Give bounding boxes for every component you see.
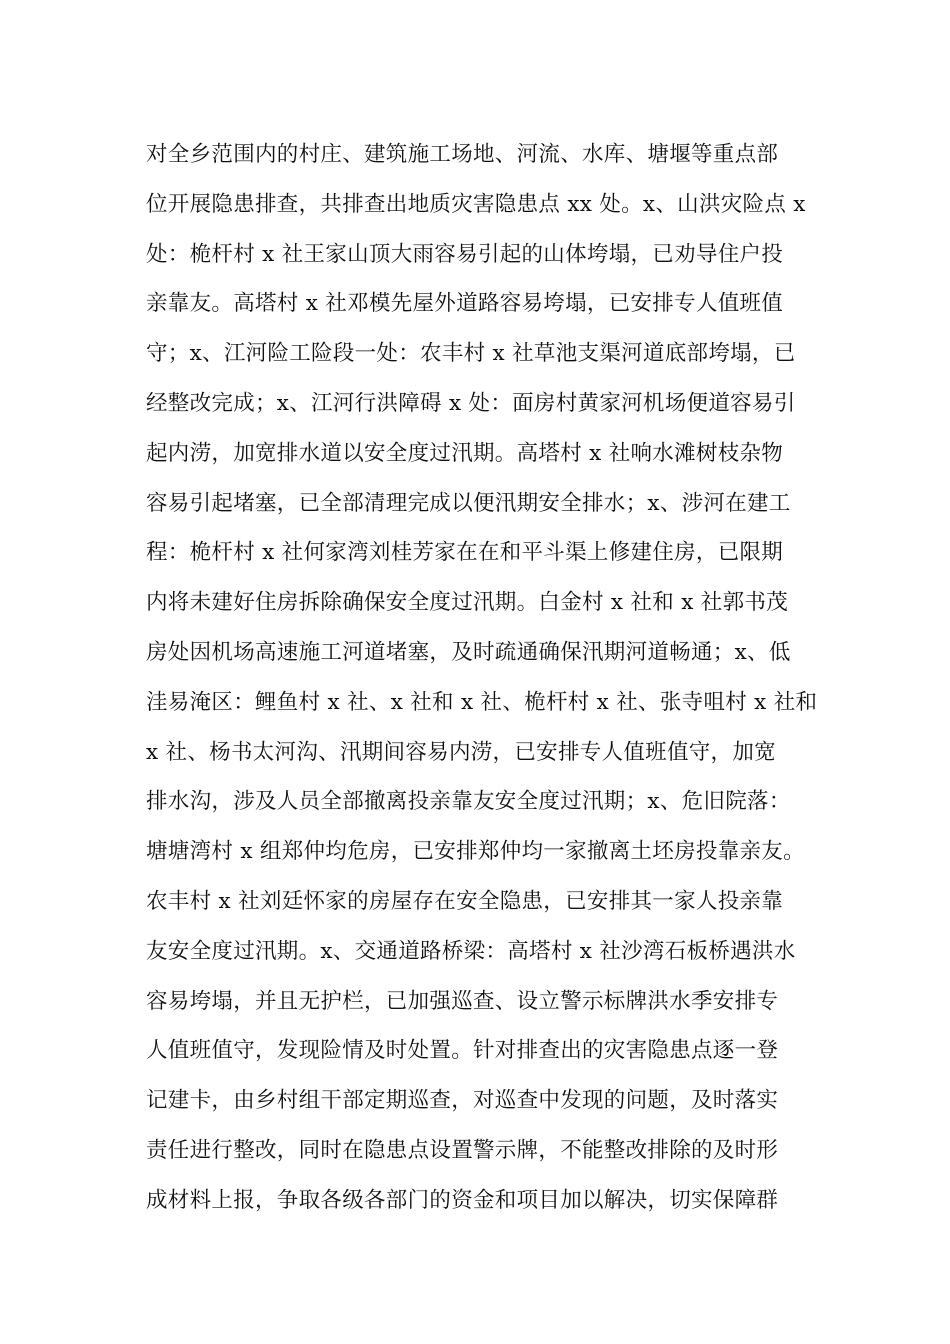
body-paragraph — [146, 130, 846, 1226]
text-line-13: x 社、杨书太河沟、汛期间容易内涝，已安排专人值班值守，加宽 — [146, 739, 776, 765]
text-line-17: 友安全度过汛期。x、交通道路桥梁：高塔村 x 社沙湾石板桥遇洪水 — [146, 938, 796, 964]
text-line-14: 排水沟，涉及人员全部撤离投亲靠友安全度过汛期；x、危旧院落： — [146, 789, 791, 815]
text-line-2: 位开展隐患排查，共排查出地质灾害隐患点 xx 处。x、山洪灾险点 x — [146, 191, 806, 217]
text-line-8: 容易引起堵塞，已全部清理完成以便汛期安全排水；x、涉河在建工 — [146, 490, 791, 516]
text-line-7: 起内涝，加宽排水道以安全度过汛期。高塔村 x 社响水滩树枝杂物 — [146, 440, 784, 466]
text-line-3: 处：桅杆村 x 社王家山顶大雨容易引起的山体垮塌，已劝导住户投 — [146, 241, 784, 267]
text-line-10: 内将未建好住房拆除确保安全度过汛期。白金村 x 社和 x 社郭书茂 — [146, 590, 788, 616]
text-line-22: 成材料上报，争取各级各部门的资金和项目加以解决，切实保障群 — [146, 1187, 779, 1213]
text-line-18: 容易垮塌，并且无护栏，已加强巡查、设立警示标牌洪水季安排专 — [146, 988, 779, 1014]
text-line-16: 农丰村 x 社刘廷怀家的房屋存在安全隐患，已安排其一家人投亲靠 — [146, 888, 784, 914]
text-line-5: 守；x、江河险工险段一处：农丰村 x 社草池支渠河道底部垮塌，已 — [146, 341, 796, 367]
text-line-21: 责任进行整改，同时在隐患点设置警示牌，不能整改排除的及时形 — [146, 1137, 779, 1163]
text-line-6: 经整改完成；x、江河行洪障碍 x 处：面房村黄家河机场便道容易引 — [146, 390, 796, 416]
text-line-12: 洼易淹区：鲤鱼村 x 社、x 社和 x 社、桅杆村 x 社、张寺咀村 x 社和 — [146, 689, 818, 715]
text-line-15: 塘塘湾村 x 组郑仲均危房，已安排郑仲均一家撤离土坯房投靠亲友。 — [146, 839, 805, 865]
text-line-11: 房处因机场高速施工河道堵塞，及时疏通确保汛期河道畅通；x、低 — [146, 639, 791, 665]
text-line-20: 记建卡，由乡村组干部定期巡查，对巡查中发现的问题，及时落实 — [146, 1088, 779, 1114]
text-line-4: 亲靠友。高塔村 x 社邓模先屋外道路容易垮塌，已安排专人值班值 — [146, 291, 784, 317]
text-line-1: 对全乡范围内的村庄、建筑施工场地、河流、水库、塘堰等重点部 — [146, 142, 779, 167]
text-line-9: 程：桅杆村 x 社何家湾刘桂芳家在在和平斗渠上修建住房，已限期 — [146, 540, 784, 566]
text-line-19: 人值班值守，发现险情及时处置。针对排查出的灾害隐患点逐一登 — [146, 1038, 779, 1064]
